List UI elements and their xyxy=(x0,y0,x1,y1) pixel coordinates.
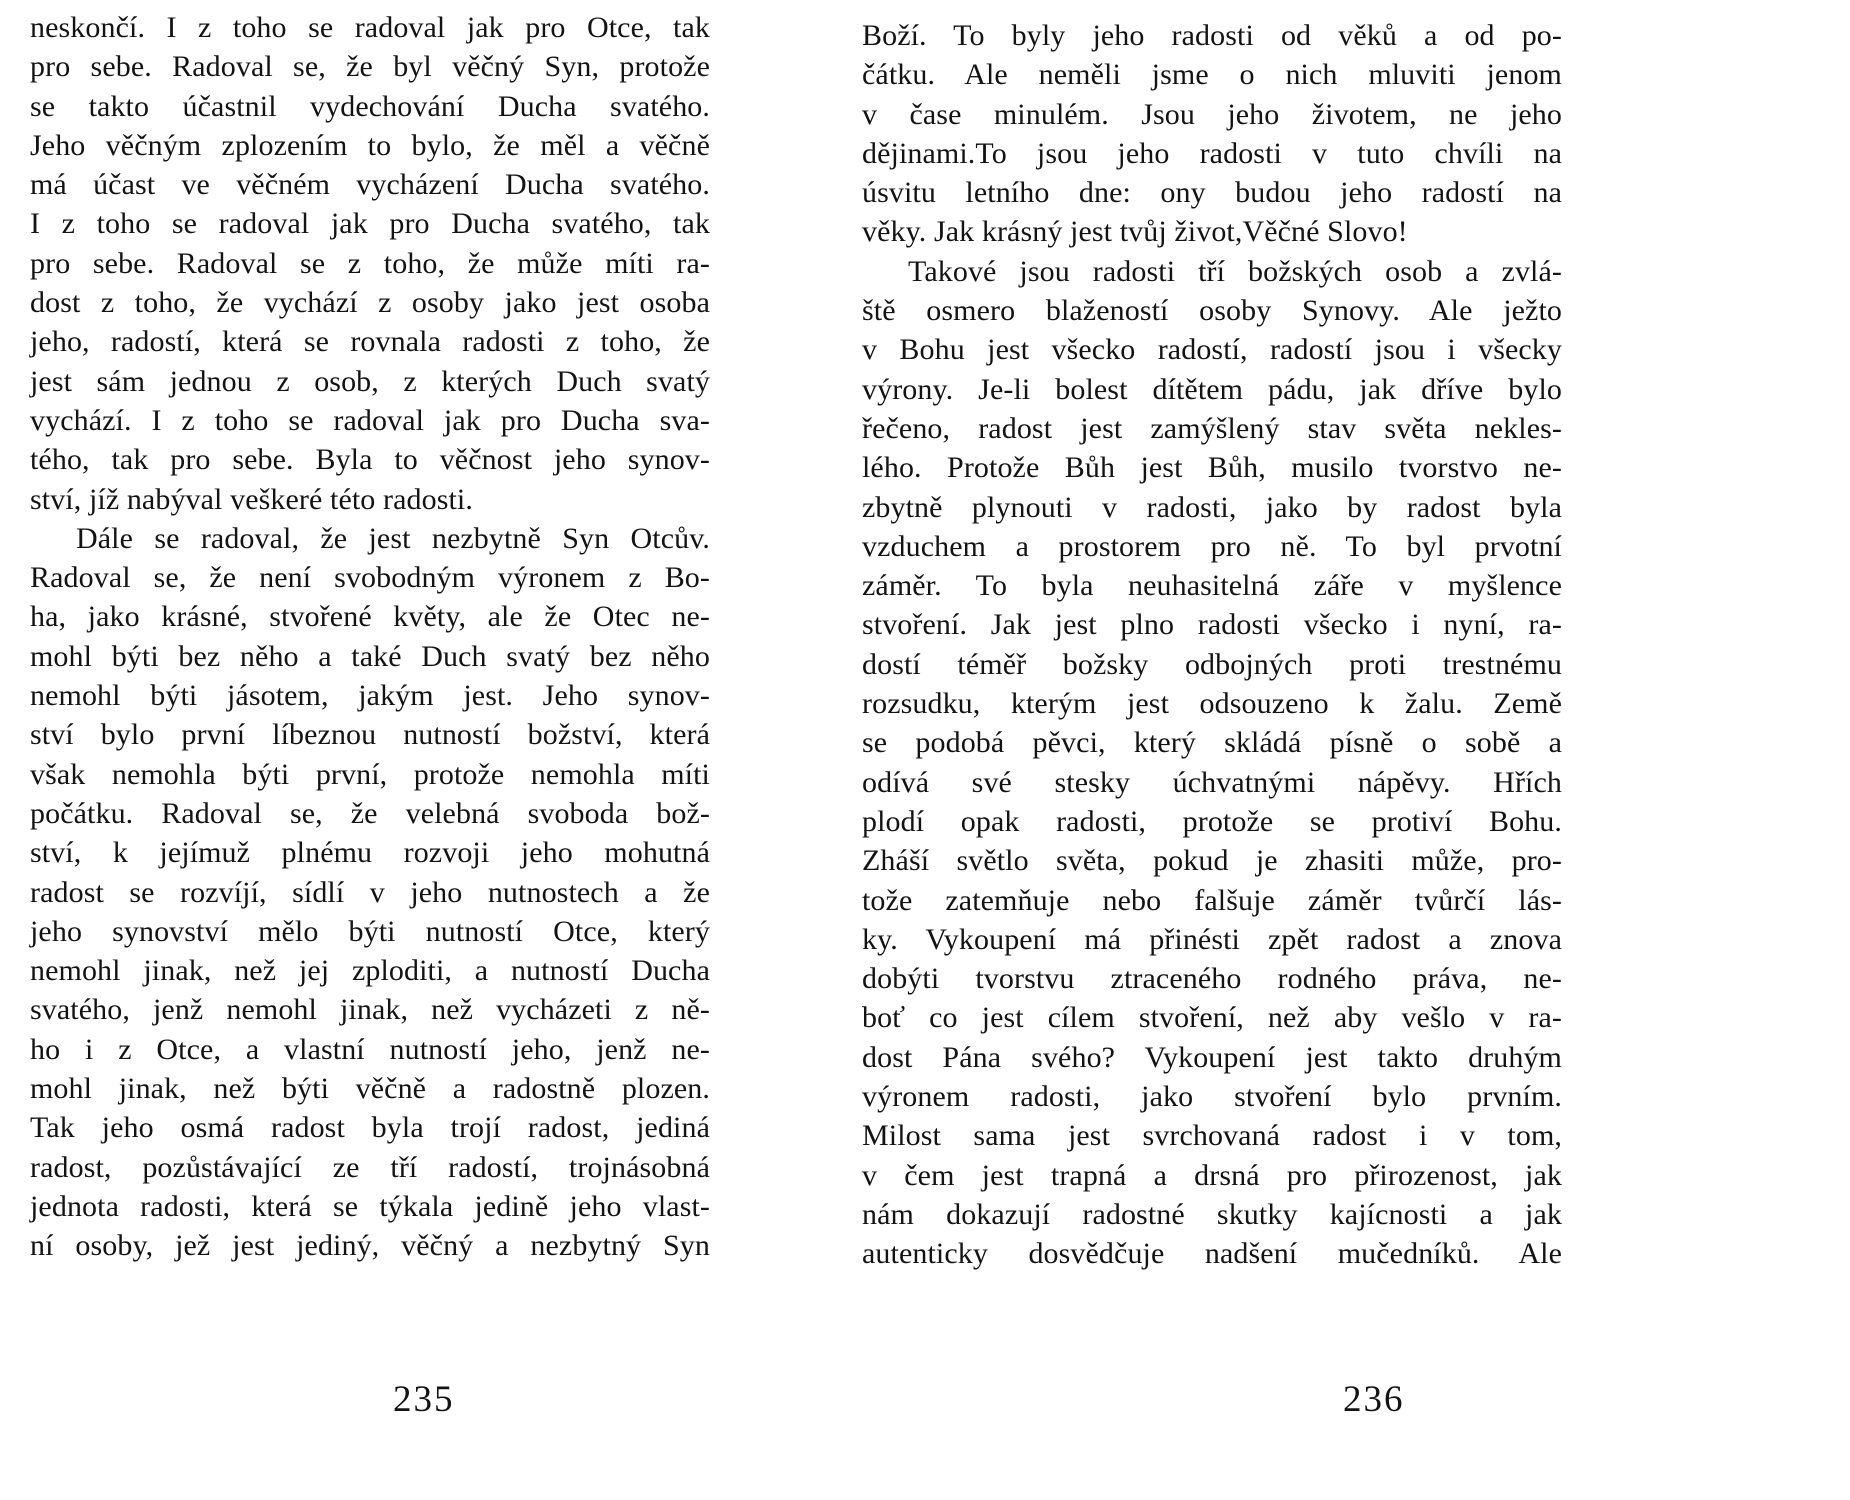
text-line: pro sebe. Radoval se z toho, že může míti ra- xyxy=(30,246,710,280)
text-line: Tak jeho osmá radost byla trojí radost, jediná xyxy=(30,1111,710,1145)
text-line: v Bohu jest všecko radostí, radostí jsou i všecky xyxy=(862,333,1562,367)
text-line: ště osmero blažeností osoby Synovy. Ale ježto xyxy=(862,294,1562,328)
right-page-text-column xyxy=(862,16,1562,1274)
text-line: mohl jinak, než býti věčně a radostně plozen. xyxy=(30,1072,710,1106)
right-page-number: 236 xyxy=(1343,1379,1405,1420)
text-line: výronem radosti, jako stvoření bylo prvním. xyxy=(862,1080,1562,1114)
text-line: v čase minulém. Jsou jeho životem, ne jeho xyxy=(862,97,1562,131)
text-line: boť co jest cílem stvoření, než aby vešlo v ra- xyxy=(862,1001,1562,1035)
text-line: ho i z Otce, a vlastní nutností jeho, jenž ne- xyxy=(30,1032,710,1066)
text-line: dějinami.To jsou jeho radosti v tuto chvíli na xyxy=(862,136,1562,170)
text-line: stvoření. Jak jest plno radosti všecko i nyní, ra- xyxy=(862,608,1562,642)
text-line: počátku. Radoval se, že velebná svoboda bož- xyxy=(30,796,710,830)
text-line: jeho, radostí, která se rovnala radosti z toho, že xyxy=(30,325,710,359)
text-line: radost se rozvíjí, sídlí v jeho nutnostech a že xyxy=(30,875,710,909)
text-line: ní osoby, jež jest jediný, věčný a nezbytný Syn xyxy=(30,1229,710,1263)
text-line: nám dokazují radostné skutky kajícnosti a jak xyxy=(862,1197,1562,1231)
text-line: I z toho se radoval jak pro Ducha svatého, tak xyxy=(30,207,710,241)
text-line: Milost sama jest svrchovaná radost i v tom, xyxy=(862,1119,1562,1153)
text-line: vychází. I z toho se radoval jak pro Ducha sva- xyxy=(30,403,710,437)
text-line: Takové jsou radosti tří božských osob a zvlá- xyxy=(908,254,1562,288)
text-line: dost z toho, že vychází z osoby jako jest osoba xyxy=(30,286,710,320)
text-line: jednota radosti, která se týkala jedině jeho vlast- xyxy=(30,1189,710,1223)
text-line: ství, jíž nabýval veškeré této radosti. xyxy=(30,482,473,516)
text-line: ky. Vykoupení má přinésti zpět radost a znova xyxy=(862,922,1562,956)
text-line: mohl býti bez něho a také Duch svatý bez něho xyxy=(30,639,710,673)
left-page-text-column xyxy=(30,8,710,1266)
left-page-number: 235 xyxy=(393,1379,455,1420)
text-line: plodí opak radosti, protože se protiví Bohu. xyxy=(862,804,1562,838)
text-line: rozsudku, kterým jest odsouzeno k žalu. Země xyxy=(862,687,1562,721)
text-line: v čem jest trapná a drsná pro přirozenost, jak xyxy=(862,1158,1562,1192)
text-line: odívá své stesky úchvatnými nápěvy. Hřích xyxy=(862,765,1562,799)
text-line: má účast ve věčném vycházení Ducha svatého. xyxy=(30,168,710,202)
text-line: věky. Jak krásný jest tvůj život,Věčné Slovo! xyxy=(862,215,1408,249)
text-line: autenticky dosvědčuje nadšení mučedníků. Ale xyxy=(862,1237,1562,1271)
text-line: pro sebe. Radoval se, že byl věčný Syn, protože xyxy=(30,50,710,84)
text-line: Jeho věčným zplozením to bylo, že měl a věčně xyxy=(30,128,710,162)
text-line: tože zatemňuje nebo falšuje záměr tvůrčí lás- xyxy=(862,883,1562,917)
text-line: jest sám jednou z osob, z kterých Duch svatý xyxy=(30,364,710,398)
text-line: ha, jako krásné, stvořené květy, ale že Otec ne- xyxy=(30,600,710,634)
text-line: lého. Protože Bůh jest Bůh, musilo tvorstvo ne- xyxy=(862,451,1562,485)
text-line: nemohl jinak, než jej zploditi, a nutností Ducha xyxy=(30,954,710,988)
text-line: Zháší světlo světa, pokud je zhasiti může, pro- xyxy=(862,844,1562,878)
text-line: dost Pána svého? Vykoupení jest takto druhým xyxy=(862,1040,1562,1074)
text-line: tého, tak pro sebe. Byla to věčnost jeho synov- xyxy=(30,443,710,477)
text-line: se podobá pěvci, který skládá písně o sobě a xyxy=(862,726,1562,760)
text-line: vzduchem a prostorem pro ně. To byl prvotní xyxy=(862,529,1562,563)
text-line: výrony. Je-li bolest dítětem pádu, jak dříve bylo xyxy=(862,372,1562,406)
text-line: Boží. To byly jeho radosti od věků a od po- xyxy=(862,19,1562,52)
text-line: neskončí. I z toho se radoval jak pro Otce, tak xyxy=(30,11,710,44)
text-line: dostí téměř božsky odbojných proti trestnému xyxy=(862,647,1562,681)
text-line: však nemohla býti první, protože nemohla míti xyxy=(30,757,710,791)
text-line: zbytně plynouti v radosti, jako by radost byla xyxy=(862,490,1562,524)
text-line: se takto účastnil vydechování Ducha svatého. xyxy=(30,89,710,123)
text-line: záměr. To byla neuhasitelná záře v myšlence xyxy=(862,569,1562,603)
text-line: řečeno, radost jest zamýšlený stav světa nekles- xyxy=(862,411,1562,445)
text-line: jeho synovství mělo býti nutností Otce, který xyxy=(30,914,710,948)
text-line: úsvitu letního dne: ony budou jeho radostí na xyxy=(862,176,1562,210)
text-line: čátku. Ale neměli jsme o nich mluviti jenom xyxy=(862,58,1562,92)
text-line: ství, k jejímuž plnému rozvoji jeho mohutná xyxy=(30,836,710,870)
text-line: nemohl býti jásotem, jakým jest. Jeho synov- xyxy=(30,679,710,713)
text-line: Radoval se, že není svobodným výronem z Bo- xyxy=(30,561,710,595)
text-line: ství bylo první líbeznou nutností božství, která xyxy=(30,718,710,752)
text-line: dobýti tvorstvu ztraceného rodného práva, ne- xyxy=(862,962,1562,996)
text-line: Dále se radoval, že jest nezbytně Syn Otcův. xyxy=(76,521,710,555)
text-line: svatého, jenž nemohl jinak, než vycházeti z ně- xyxy=(30,993,710,1027)
text-line: radost, pozůstávající ze tří radostí, trojnásobná xyxy=(30,1150,710,1184)
